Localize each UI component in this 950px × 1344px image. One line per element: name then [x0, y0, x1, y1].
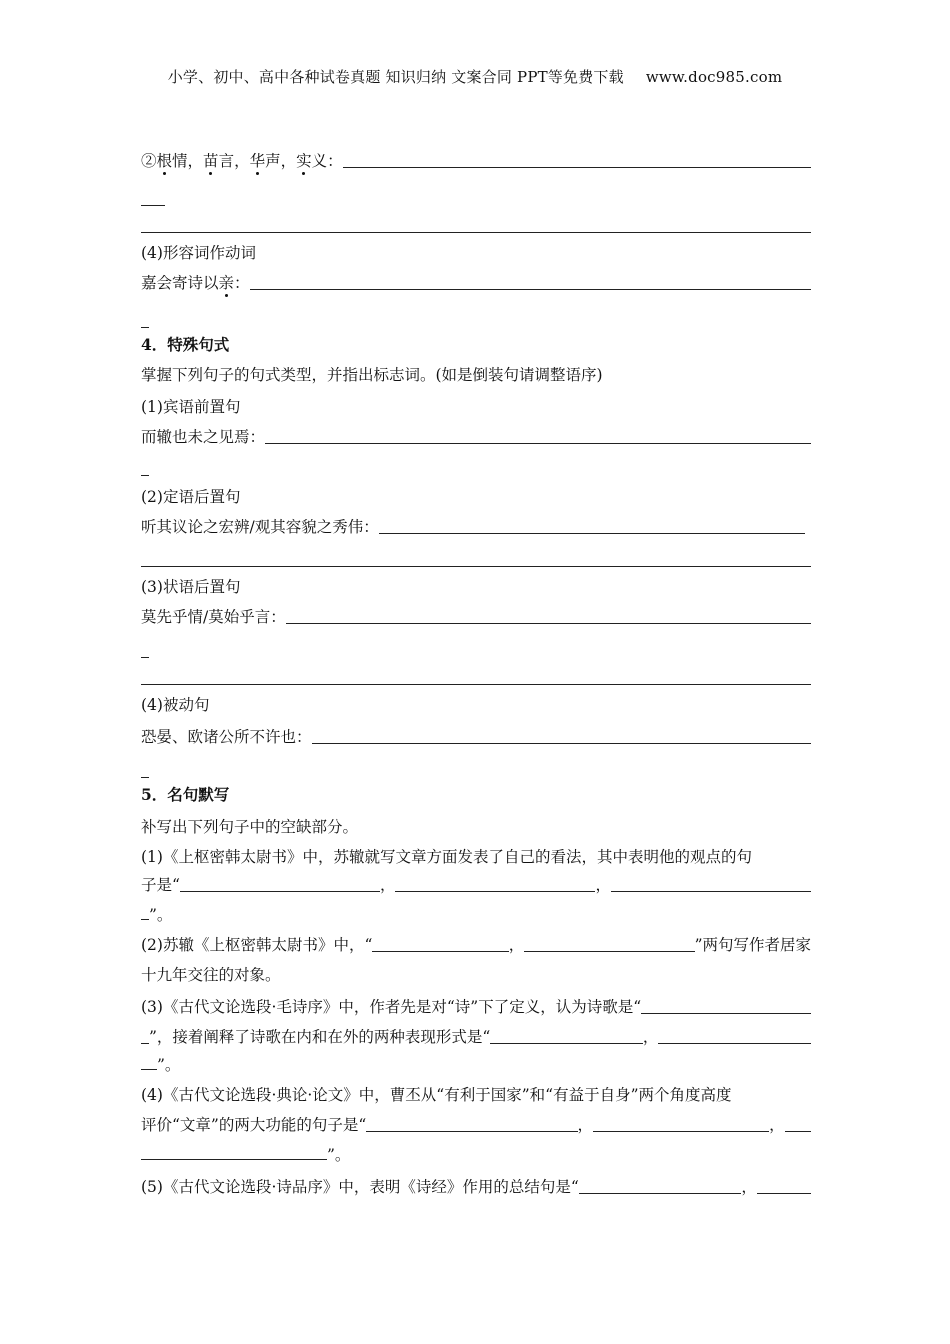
- item-3-2-line: [141, 150, 811, 172]
- question-1-line-2: 子是“ ， ，: [141, 874, 811, 896]
- item-4-4-heading: (4)被动句: [141, 696, 210, 714]
- answer-blank-tail[interactable]: [141, 642, 811, 664]
- item-4-1-heading: (1)宾语前置句: [141, 398, 241, 416]
- item-3-4-prompt: 嘉会寄诗以亲：: [141, 274, 250, 292]
- answer-blank[interactable]: [757, 1177, 811, 1194]
- answer-blank-tail[interactable]: [141, 460, 811, 482]
- section-4-title: 4．特殊句式: [141, 335, 230, 354]
- question-3-line-3: ”。: [141, 1054, 811, 1076]
- answer-line[interactable]: [141, 566, 811, 567]
- page-header: [0, 66, 950, 87]
- answer-blank-tail[interactable]: [141, 1029, 149, 1044]
- item-4-3-heading: (3)状语后置句: [141, 578, 241, 596]
- question-3-line-2: ”，接着阐释了诗歌在内和在外的两种表现形式是“ ，: [141, 1026, 811, 1048]
- item-4-4-line: [141, 726, 811, 748]
- answer-blank[interactable]: [379, 517, 805, 534]
- question-4-line-3: ”。: [141, 1144, 811, 1166]
- item-4-2-prompt: 听其议论之宏辨/观其容貌之秀伟：: [141, 518, 379, 536]
- question-1-line-1: (1)《上枢密韩太尉书》中，苏辙就写文章方面发表了自己的看法，其中表明他的观点的句: [141, 848, 752, 866]
- question-4-line-1: (4)《古代文论选段·典论·论文》中，曹丕从“有利于国家”和“有益于自身”两个角度高度: [141, 1086, 732, 1104]
- header-text: 小学、初中、高中各种试卷真题 知识归纳 文案合同 PPT等免费下载: [167, 68, 624, 86]
- answer-blank[interactable]: [641, 997, 811, 1014]
- answer-blank[interactable]: [286, 607, 811, 624]
- answer-blank-tail[interactable]: [141, 1145, 327, 1160]
- answer-blank[interactable]: [524, 935, 694, 952]
- answer-blank-tail[interactable]: [141, 1055, 157, 1070]
- item-4-2-heading: (2)定语后置句: [141, 488, 241, 506]
- item-3-4-line: [141, 272, 811, 294]
- answer-blank[interactable]: [265, 427, 811, 444]
- answer-blank-tail[interactable]: [141, 762, 811, 784]
- answer-blank[interactable]: [372, 935, 508, 952]
- answer-line[interactable]: [141, 232, 811, 233]
- question-3-line-1: (3)《古代文论选段·毛诗序》中，作者先是对“诗”下了定义，认为诗歌是“: [141, 996, 811, 1018]
- answer-blank[interactable]: [180, 875, 380, 892]
- item-4-3-prompt: 莫先乎情/莫始乎言：: [141, 608, 286, 626]
- question-2-line-2: 十九年交往的对象。: [141, 966, 281, 984]
- answer-blank[interactable]: [395, 875, 595, 892]
- answer-blank[interactable]: [658, 1027, 811, 1044]
- answer-blank[interactable]: [611, 875, 811, 892]
- answer-blank-tail[interactable]: [141, 190, 811, 212]
- answer-blank-tail[interactable]: [141, 312, 811, 334]
- section-5-title: 5．名句默写: [141, 785, 230, 804]
- item-4-3-line: [141, 606, 811, 628]
- question-4-line-2: 评价“文章”的两大功能的句子是“ ， ，: [141, 1114, 811, 1136]
- answer-blank[interactable]: [312, 727, 811, 744]
- section-4-intro: 掌握下列句子的句式类型，并指出标志词。(如是倒装句请调整语序): [141, 366, 603, 384]
- answer-line[interactable]: [141, 684, 811, 685]
- item-3-4-heading: (4)形容词作动词: [141, 244, 256, 262]
- header-site: www.doc985.com: [645, 68, 783, 86]
- answer-blank[interactable]: [343, 151, 811, 168]
- answer-blank[interactable]: [250, 273, 811, 290]
- question-5-line-1: (5)《古代文论选段·诗品序》中，表明《诗经》作用的总结句是“ ，: [141, 1176, 811, 1198]
- answer-blank-tail[interactable]: [141, 905, 149, 920]
- answer-blank[interactable]: [490, 1027, 643, 1044]
- item-4-4-prompt: 恐晏、欧诸公所不许也：: [141, 728, 312, 746]
- answer-blank[interactable]: [785, 1115, 811, 1132]
- question-2-line-1: (2)苏辙《上枢密韩太尉书》中，“ ， ”两句写作者居家: [141, 936, 811, 954]
- answer-blank[interactable]: [579, 1177, 742, 1194]
- answer-blank[interactable]: [366, 1115, 577, 1132]
- item-3-2-prompt: ②根情，苗言，华声，实义：: [141, 152, 343, 170]
- question-1-line-3: ”。: [141, 904, 811, 926]
- answer-blank[interactable]: [593, 1115, 769, 1132]
- section-5-intro: 补写出下列句子中的空缺部分。: [141, 818, 359, 836]
- item-4-1-line: [141, 426, 811, 448]
- item-4-2-line: [141, 516, 805, 538]
- item-4-1-prompt: 而辙也未之见焉：: [141, 428, 266, 446]
